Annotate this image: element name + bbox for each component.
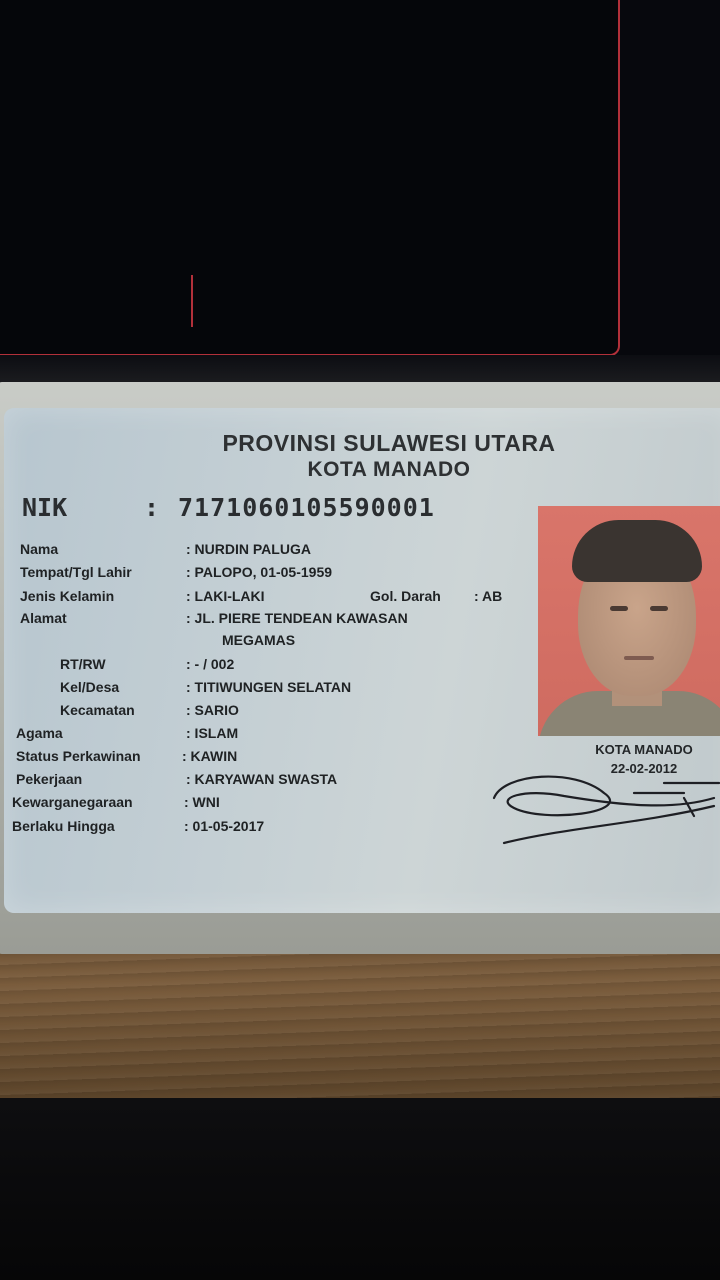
field-village-label: Kel/Desa xyxy=(60,679,120,695)
photo-eye-right xyxy=(650,606,668,611)
id-card xyxy=(4,408,720,913)
issue-place: KOTA MANADO xyxy=(595,742,693,757)
field-valid-until-label: Berlaku Hingga xyxy=(12,818,115,834)
field-birth-value: : PALOPO, 01-05-1959 xyxy=(186,564,333,580)
blood-type-value: : AB xyxy=(474,588,503,604)
portrait-photo xyxy=(538,506,720,736)
nik-label: NIK xyxy=(22,493,68,522)
trackpad-button-line xyxy=(191,275,193,327)
field-marital-value: : KAWIN xyxy=(182,748,238,764)
field-name-label: Nama xyxy=(20,541,59,557)
field-citizenship-label: Kewarganegaraan xyxy=(12,794,133,810)
field-gender-label: Jenis Kelamin xyxy=(20,588,115,604)
table-shadow xyxy=(0,1098,720,1280)
field-marital-label: Status Perkawinan xyxy=(16,748,141,764)
nik-value: 7171060105590001 xyxy=(178,493,435,522)
field-valid-until-value: : 01-05-2017 xyxy=(184,818,265,834)
photo-mouth xyxy=(624,656,654,660)
field-district-label: Kecamatan xyxy=(60,702,135,718)
field-district-value: : SARIO xyxy=(186,702,239,718)
field-address-label: Alamat xyxy=(20,610,67,626)
field-occupation-label: Pekerjaan xyxy=(16,771,83,787)
photo-eye-left xyxy=(610,606,628,611)
signature xyxy=(484,768,720,848)
trackpad xyxy=(0,0,620,356)
nik-colon: : xyxy=(144,493,160,522)
field-name-value: : NURDIN PALUGA xyxy=(186,541,311,557)
province-title: PROVINSI SULAWESI UTARA xyxy=(222,430,556,456)
field-religion-value: : ISLAM xyxy=(186,725,239,741)
field-occupation-value: : KARYAWAN SWASTA xyxy=(186,771,338,787)
city-title: KOTA MANADO xyxy=(307,458,471,481)
field-rtrw-value: : - / 002 xyxy=(186,656,235,672)
laptop-edge xyxy=(0,355,720,383)
field-rtrw-label: RT/RW xyxy=(60,656,106,672)
field-address-value: : JL. PIERE TENDEAN KAWASAN xyxy=(186,610,408,626)
field-birth-label: Tempat/Tgl Lahir xyxy=(20,564,132,580)
signature-stroke xyxy=(494,777,719,843)
field-religion-label: Agama xyxy=(16,725,63,741)
issue-date: 22-02-2012 xyxy=(610,761,678,776)
field-citizenship-value: : WNI xyxy=(184,794,220,810)
photo-hair xyxy=(572,520,702,582)
field-gender-value: : LAKI-LAKI xyxy=(186,588,265,604)
field-address-line2: MEGAMAS xyxy=(222,632,296,648)
laptop-surface xyxy=(0,0,720,380)
blood-type-label: Gol. Darah xyxy=(370,588,441,604)
field-village-value: : TITIWUNGEN SELATAN xyxy=(186,679,352,695)
